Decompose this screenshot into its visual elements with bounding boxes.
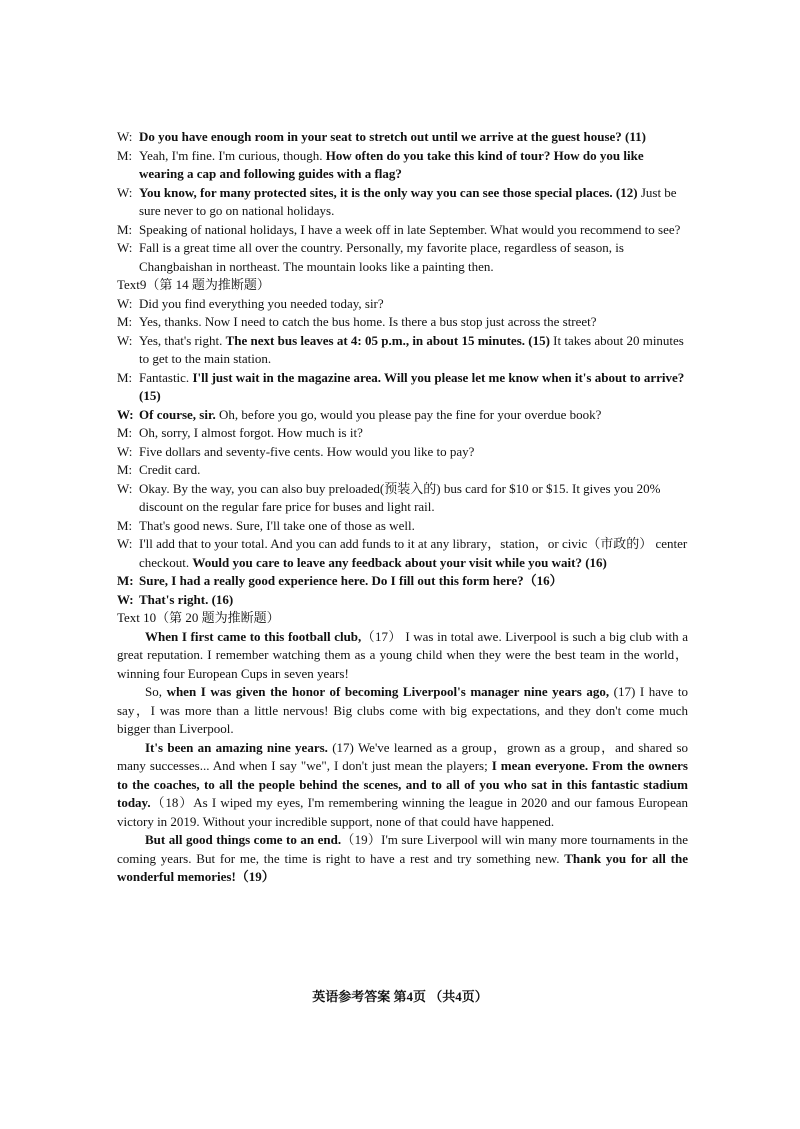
text-run: When I first came to this football club, xyxy=(145,628,362,644)
dialogue-line xyxy=(117,461,688,480)
text-run: It takes about 20 minutes to get to the main station. xyxy=(139,332,684,366)
text-run: How often do you take this kind of tour? How do you like wearing a cap and following guides with a flag? xyxy=(139,147,644,181)
text-run: Sure, I had a really good experience here. Do I fill out this form here?（16） xyxy=(139,573,563,588)
text-run: Oh, before you go, would you please pay the fine for your overdue book? xyxy=(215,406,602,422)
speaker-label: W: xyxy=(117,443,133,459)
dialogue-line xyxy=(117,184,688,221)
speaker-label: W: xyxy=(117,591,134,607)
text10-heading: Text 10（第 20 题为推断题） xyxy=(117,610,280,625)
text-run: Fall is a great time all over the country. Personally, my favorite place, regardless of season, is Changbaishan in northeast. The mountain looks like a painting then. xyxy=(139,240,624,274)
text-run: That's good news. Sure, I'll take one of those as well. xyxy=(139,517,415,533)
speaker-label: W: xyxy=(117,406,134,422)
text-run: Yes, thanks. Now I need to catch the bus home. Is there a bus stop just across the street? xyxy=(139,314,597,329)
text-run: Speaking of national holidays, I have a week off in late September. What would you recommend to see? xyxy=(139,221,681,237)
dialogue-line xyxy=(117,535,688,572)
speaker-label: W: xyxy=(117,240,133,255)
speaker-label: M: xyxy=(117,221,133,237)
text-run: That's right. (16) xyxy=(139,591,234,607)
speaker-label: W: xyxy=(117,332,133,348)
text-run: So, xyxy=(145,684,167,699)
text10-monologue xyxy=(117,628,688,887)
text8-dialogue xyxy=(117,128,688,276)
speaker-label: M: xyxy=(117,573,134,588)
text-run: Yeah, I'm fine. I'm curious, though. xyxy=(139,147,326,163)
paragraph xyxy=(117,628,688,684)
text-run: I'll just wait in the magazine area. Will you please let me know when it's about to arrive? (15) xyxy=(139,369,685,403)
speaker-label: M: xyxy=(117,462,133,477)
speaker-label: W: xyxy=(117,480,133,496)
paragraph xyxy=(117,739,688,832)
dialogue-line xyxy=(117,221,688,240)
speaker-label: M: xyxy=(117,314,133,329)
dialogue-line xyxy=(117,406,688,425)
dialogue-line xyxy=(117,517,688,536)
dialogue-line xyxy=(117,313,688,332)
text-run: Oh, sorry, I almost forgot. How much is it? xyxy=(139,425,363,440)
text-run: I mean everyone. From the owners to the coaches, to all the people behind the scenes, and to all of you who sat in this fantastic stadium today. xyxy=(117,758,688,810)
text-run: (17) We've learned as a group，grown as a group，and shared so many successes... And when I say "we", I don't just mean the players; xyxy=(117,739,689,773)
paragraph xyxy=(117,683,688,739)
dialogue-line xyxy=(117,480,688,517)
text-run: when I was given the honor of becoming Liverpool's manager nine years ago, xyxy=(166,684,610,699)
dialogue-line xyxy=(117,369,688,406)
text-run: Did you find everything you needed today, sir? xyxy=(139,295,384,311)
text-run: （17） I was in total awe. Liverpool is such a big club with a great reputation. I remember watching them as a young child when they were the best team in the world，winning four European Cups in seven years! xyxy=(117,628,688,681)
text-run: Just be sure never to go on national holidays. xyxy=(139,184,677,218)
dialogue-line xyxy=(117,147,688,184)
dialogue-line xyxy=(117,295,688,314)
text-run: （18）As I wiped my eyes, I'm remembering winning the league in 2020 and our famous European victory in 2019. Without your incredible support, none of that could have happened. xyxy=(117,795,688,829)
text-run: （19）I'm sure Liverpool will win many more tournaments in the coming years. But for me, the time is right to have a rest and try something new. xyxy=(117,832,688,866)
dialogue-line xyxy=(117,128,688,147)
text-run: Do you have enough room in your seat to stretch out until we arrive at the guest house? xyxy=(139,129,626,144)
text9-dialogue xyxy=(117,295,688,610)
text-run: You know, for many protected sites, it is the only way you can see those special places. (12) xyxy=(139,184,638,200)
text-run: But all good things come to an end. xyxy=(145,832,342,847)
text-run: Fantastic. xyxy=(139,369,193,385)
dialogue-line xyxy=(117,443,688,462)
text-run: Thank you for all the wonderful memories!（19） xyxy=(117,850,688,884)
paragraph xyxy=(117,831,688,887)
text-run: Credit card. xyxy=(139,462,201,477)
speaker-label: W: xyxy=(117,295,133,311)
text-run: The next bus leaves at 4: 05 p.m., in about 15 minutes. (15) xyxy=(225,332,550,348)
text-run: (11) xyxy=(625,129,646,144)
text-run: (17) I have to say，I was more than a little nervous! Big clubs come with big expectations, and they don't come much bigger than Liverpool. xyxy=(117,684,689,736)
speaker-label: M: xyxy=(117,369,133,385)
speaker-label: W: xyxy=(117,184,133,200)
speaker-label: W: xyxy=(117,536,133,551)
page-footer: 英语参考答案 第4页 （共4页） xyxy=(312,989,488,1004)
speaker-label: M: xyxy=(117,425,133,440)
dialogue-line xyxy=(117,424,688,443)
dialogue-line xyxy=(117,239,688,276)
text-run: I'll add that to your total. And you can add funds to it at any library，station，or civic（市政的） center checkout. xyxy=(139,536,688,570)
text9-heading: Text9（第 14 题为推断题） xyxy=(117,277,270,292)
text-run: Yes, that's right. xyxy=(139,332,226,348)
text-run: It's been an amazing nine years. xyxy=(145,739,328,755)
dialogue-line xyxy=(117,572,688,591)
text-run: Would you care to leave any feedback about your visit while you wait? (16) xyxy=(192,554,607,570)
text-run: Okay. By the way, you can also buy preloaded(预装入的) bus card for $10 or $15. It gives you 20% discount on the regular fare price for buses and light rail. xyxy=(139,480,661,514)
speaker-label: W: xyxy=(117,129,133,144)
speaker-label: M: xyxy=(117,147,133,163)
text-run: Of course, sir. xyxy=(139,406,216,422)
dialogue-line xyxy=(117,332,688,369)
dialogue-line xyxy=(117,591,688,610)
text-run: Five dollars and seventy-five cents. How would you like to pay? xyxy=(139,443,475,459)
speaker-label: M: xyxy=(117,517,133,533)
